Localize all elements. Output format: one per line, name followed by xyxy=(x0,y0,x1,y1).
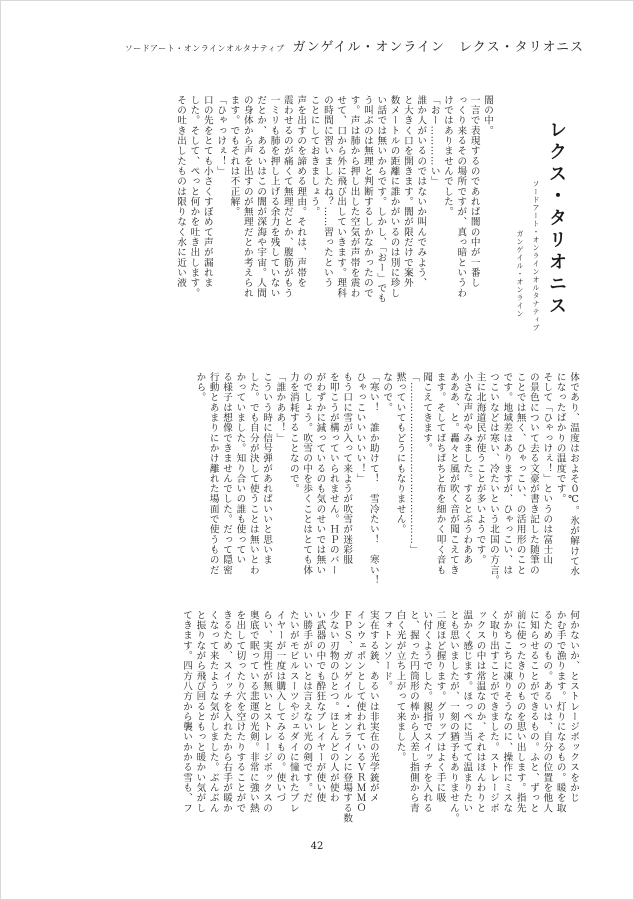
text-line: を叩こうが構っていられません。ＨＰのバー xyxy=(327,372,339,575)
text-line: 奥底で眠っている悲運の光剣。非常に強い熱 xyxy=(247,610,259,813)
text-line: かむ手で漁ります。灯りになるもの。暖を取 xyxy=(554,610,566,813)
text-line: フォトンソード。 xyxy=(381,610,393,692)
text-line: ことでは無く、ひゃっこい、の活用形のこと xyxy=(514,372,526,575)
text-line: っくり来るその場所ですが、真っ暗というわ xyxy=(455,95,467,298)
text-line: 実在する銃、あるいは非実在の光学銃がメ xyxy=(367,610,379,803)
text-line: から。 xyxy=(194,372,206,403)
text-line: う叫ぶのは無理と判断するしかなかったので xyxy=(361,95,373,298)
text-line: と振りながら飛び回るともっと暖かい気がし xyxy=(194,610,206,813)
text-tier-top xyxy=(54,95,494,340)
text-line: 口の先をとても小さくすぼめて声が漏れま xyxy=(201,95,213,288)
text-line: きるため、スイッチを入れたから右手が暖か xyxy=(221,610,233,813)
text-line: す。声は肺から押し出した空気が声帯を震わ xyxy=(348,95,360,298)
text-line: 何かないか、とストレージボックスをかじ xyxy=(568,610,579,803)
story-subtitle-2: ガンゲイル・オンライン xyxy=(516,230,524,318)
text-line: 行動とあまりにかけ離れた場面で使うものだ xyxy=(207,372,219,575)
text-line: を出して切ったり穴を空けたりすることがで xyxy=(234,610,246,813)
text-line: と、握った円筒形の棒から人差し指側から青 xyxy=(407,610,419,813)
text-line: と大きく口を開きます。闇が限だけで案外 xyxy=(401,95,413,288)
text-line: る様子は想像できませんでした。だって隠密 xyxy=(221,372,233,575)
running-header-series: ソードアート・オンラインオルタナティブ xyxy=(124,44,285,53)
text-line: くなって来たような気がしました。ぶんぶん xyxy=(207,610,219,813)
running-header-title: ガンゲイル・オンライン レクス・タリオニス xyxy=(292,40,584,55)
text-line: だとか、あるいはこの闇が深海や宇宙。人間 xyxy=(255,95,267,298)
text-line: がかちこちに凍りそうなのに、操作にミスな xyxy=(501,610,513,813)
text-line: 「ひゃっけぇ！」 xyxy=(215,95,227,177)
text-line: い話では無いからです。しかし、「おー」でも xyxy=(375,95,387,304)
text-line: けではありませんでした。 xyxy=(441,95,453,217)
text-line: がわずかに減っているのも気のせいでは無い xyxy=(314,372,326,575)
text-line: 「寒い！ 誰か助けて！ 雪冷たい！ 寒い！ xyxy=(367,372,379,586)
text-line: ックスの中は常温なのか、それはほんわりと xyxy=(474,610,486,813)
story-title: レクス・タリオニス xyxy=(546,120,567,318)
text-line: なので。 xyxy=(381,372,393,413)
text-line: 闇の中。 xyxy=(482,95,493,136)
text-line: 震わせるのが痛くて無理だとか、腹筋がもう xyxy=(281,95,293,298)
text-line: ひゃっこいいいいい！」 xyxy=(354,372,366,484)
text-line: 「…………………………………………」 xyxy=(407,372,419,555)
text-line: 黙っていてもどうにもなりません。 xyxy=(394,372,406,535)
text-line: ことにしておきましょう。 xyxy=(308,95,320,217)
text-line: らい、実用性が無いとストレージボックスの xyxy=(261,610,273,813)
text-line: 体であり、温度はおよそ０℃。氷が解けて水 xyxy=(568,372,579,577)
text-line: とも思いましたが、一刻の猶予もありません。 xyxy=(447,610,459,824)
text-line: 少ない刃物のひとつ。ほとんどの人が使わ xyxy=(327,610,339,803)
text-line: 主に北海道民が使うことが多いようです。 xyxy=(474,372,486,565)
text-line: こういう時に信号弾があればいいと思いま xyxy=(261,372,273,565)
text-line: るためのもの。あるいは、自分の位置を他人 xyxy=(541,610,553,813)
text-tier-bottom xyxy=(40,610,580,855)
text-line: ます。でもそれは不正解。 xyxy=(228,95,240,217)
text-line: 聞こえてきます。 xyxy=(421,372,433,454)
text-line: になったばかりの温度です。 xyxy=(554,372,566,504)
text-line: した。でも自分が決して使うことは無いとわ xyxy=(247,372,259,575)
text-line: てきます。四方八方から襲いかかる雪も、フ xyxy=(181,610,193,813)
text-line: せて、口から外に飛び出していきます。理科 xyxy=(335,95,347,298)
text-line: のでしょう。吹雪の中を歩くことはとても体 xyxy=(301,372,313,575)
text-line: ます。そしてばちばちと布を細かく叩く音も xyxy=(434,372,446,575)
text-line: い付くようでした。親指でスイッチを入れる xyxy=(421,610,433,813)
text-line: 小さな声がやみました。するとぶうわああ xyxy=(461,372,473,565)
story-title-block xyxy=(512,120,568,350)
text-line: イヤーが一度は購入してみるもの。使いづ xyxy=(274,610,286,803)
running-header xyxy=(125,36,584,55)
text-line: 一言で表現するのであれば闇の中が一番し xyxy=(468,95,480,288)
text-line: 力を消耗することなので。 xyxy=(287,372,299,494)
text-line: 数メートルの距離に誰かがいるのは別に珍し xyxy=(388,95,400,298)
text-line: の景色について去る文豪が書き記した随筆の xyxy=(527,372,539,575)
text-line: した。そして、ぺっと何かを吐き出します。 xyxy=(188,95,200,298)
text-line: かっていました。知り合いの誰も使ってい xyxy=(234,372,246,565)
text-line: 誰か人がいるのではないか叫んでみよう、 xyxy=(415,95,427,288)
text-line: もう口に雪が入って来ようが吹雪が迷彩服 xyxy=(341,372,353,565)
text-line: 「おー…………い」 xyxy=(428,95,440,187)
text-line: 一ミリも肺を押し上げる余力を残していない xyxy=(268,95,280,298)
text-tier-middle xyxy=(40,372,580,617)
text-line: の時間に習いましたね？……習ったという xyxy=(321,95,333,288)
text-line: に知らせることができるもの。ふと、ずっと xyxy=(527,610,539,813)
page-number: 42 xyxy=(310,841,324,852)
text-line: そして「ひゃっけぇ！」というのは富士山 xyxy=(541,372,553,565)
text-line: く取り出すことができました。ストレージボ xyxy=(487,610,499,813)
text-line: あああ、と。轟々と風が吹く音が聞こえてき xyxy=(447,372,459,575)
text-line: たいがモビルスーツやジェダイに憧れたプレ xyxy=(287,610,299,813)
text-line: つこいなどは寒い、冷たいという北国の方言。 xyxy=(487,372,499,586)
text-line: 二度ほど握ります。グリップはよく手に吸 xyxy=(434,610,446,803)
text-line: その吐き出したものは限りなく水に近い液 xyxy=(175,95,187,288)
text-line: い勝手がいいとは言えない光の剣です。だ xyxy=(301,610,313,803)
text-line: です。地域差はありますが、ひゃっこい、は xyxy=(501,372,513,575)
text-line: 温かく感じます。ほっぺに当てて温まりたい xyxy=(461,610,473,813)
text-line: 前に使ったきりのものを思い出します。指先 xyxy=(514,610,526,813)
text-line: 声を出すのを諦める理由。それは、声帯を xyxy=(295,95,307,288)
text-line: 白く光が立ち上がって来ました。 xyxy=(394,610,406,763)
story-subtitle: ソードアート・オンラインオルタナティブ xyxy=(532,180,540,332)
text-line: ＦＰＳ、ガンゲイル・オンラインに登場する数 xyxy=(341,610,353,824)
text-line: 「誰かああ！」 xyxy=(274,372,286,444)
text-line: インウェポンとして使われているＶＲＭＭＯ xyxy=(354,610,366,813)
text-line: い武器の中でも酔狂なプレイヤーが使い使 xyxy=(314,610,326,803)
text-line: の身体から声を出すのが無理だとか考えられ xyxy=(241,95,253,298)
